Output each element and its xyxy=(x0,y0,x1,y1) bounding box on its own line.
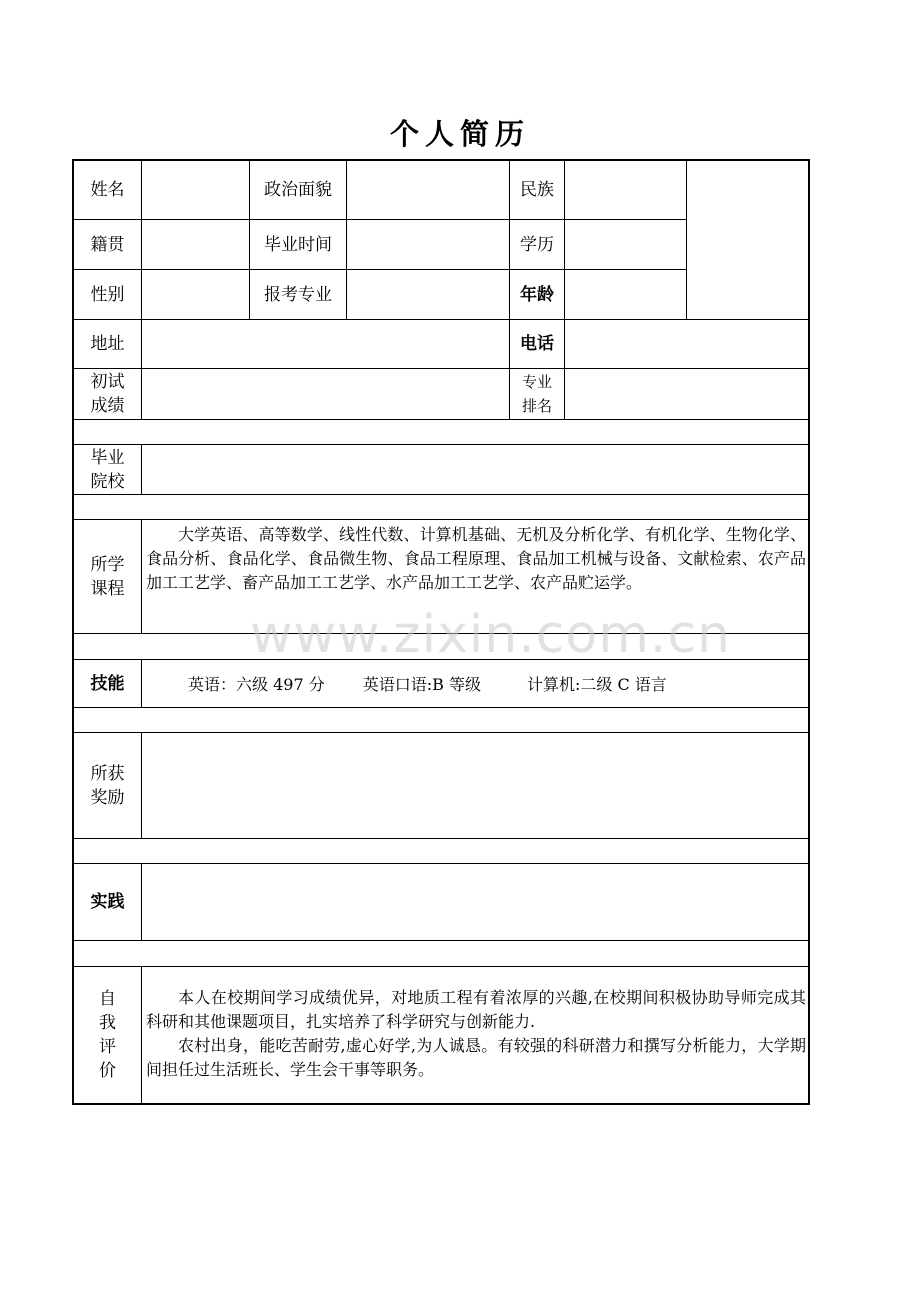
rule xyxy=(73,494,809,495)
photo-slot[interactable] xyxy=(687,161,808,319)
label-address: 地址 xyxy=(90,334,125,354)
label-skills: 技能 xyxy=(90,673,125,694)
field-name[interactable] xyxy=(142,161,249,219)
field-origin[interactable] xyxy=(142,220,249,269)
field-education[interactable] xyxy=(565,220,686,269)
field-awards[interactable] xyxy=(142,733,808,838)
field-political[interactable] xyxy=(347,161,509,219)
courses-paragraph: 大学英语、高等数学、线性代数、计算机基础、无机及分析化学、有机化学、生物化学、食品分析、食品化学、食品微生物、食品工程原理、食品加工机械与设备、文献检索、农产品加工工艺学、畜产品加工工艺学、水产品加工工艺学、农产品贮运学。 xyxy=(146,525,806,592)
label-self-evaluation xyxy=(74,967,141,1103)
label-self-eval-char: 价 xyxy=(99,1061,116,1081)
field-practice[interactable] xyxy=(142,864,808,940)
field-school[interactable] xyxy=(142,445,808,494)
label-awards xyxy=(74,733,141,838)
field-ethnicity[interactable] xyxy=(565,161,686,219)
label-practice: 实践 xyxy=(90,892,125,912)
label-self-eval-char: 自 xyxy=(99,989,116,1009)
rule xyxy=(73,707,809,708)
courses-text xyxy=(146,523,806,631)
label-courses-line1: 所学 xyxy=(90,554,125,575)
skill-computer: 计算机:二级 C 语言 xyxy=(526,674,667,694)
skills-line xyxy=(142,660,808,706)
field-gender[interactable] xyxy=(142,270,249,319)
rule xyxy=(73,419,809,420)
rule xyxy=(141,966,142,1103)
label-major-rank-line1: 专业 xyxy=(521,373,552,391)
label-origin: 籍贯 xyxy=(90,234,125,255)
label-courses-line2: 课程 xyxy=(90,578,125,599)
label-grad-time: 毕业时间 xyxy=(264,234,332,255)
label-courses xyxy=(74,520,141,633)
label-major-rank xyxy=(510,369,564,419)
page-title: 个人简历 xyxy=(389,117,530,151)
label-school-line2: 院校 xyxy=(90,471,125,492)
skill-english: 英语：六级 497 分 xyxy=(188,674,325,694)
watermark: www.zixin.com.cn xyxy=(250,605,731,665)
label-awards-line2: 奖励 xyxy=(90,787,125,808)
label-education: 学历 xyxy=(520,234,554,255)
label-self-eval-char: 评 xyxy=(99,1037,116,1057)
field-prelim-score[interactable] xyxy=(142,369,509,419)
label-school-line1: 毕业 xyxy=(90,447,125,468)
field-address[interactable] xyxy=(142,320,509,368)
self-evaluation-text xyxy=(146,986,806,1098)
skill-oral: 英语口语:B 等级 xyxy=(362,674,481,694)
field-phone[interactable] xyxy=(565,320,808,368)
label-awards-line1: 所获 xyxy=(90,763,125,784)
field-grad-time[interactable] xyxy=(347,220,509,269)
label-political: 政治面貌 xyxy=(264,180,332,200)
self-eval-paragraph: 农村出身，能吃苦耐劳,虚心好学,为人诚恳。有较强的科研潜力和撰写分析能力，大学期间担任过生活班长、学生会干事等职务。 xyxy=(146,1036,806,1079)
rule xyxy=(73,633,809,634)
field-major-applied[interactable] xyxy=(347,270,509,319)
self-eval-paragraph: 本人在校期间学习成绩优异，对地质工程有着浓厚的兴趣,在校期间积极协助导师完成其科研和其他课题项目，扎实培养了科学研究与创新能力. xyxy=(146,988,806,1031)
label-age: 年龄 xyxy=(520,284,554,305)
label-prelim-score-line1: 初试 xyxy=(90,372,125,392)
field-major-rank[interactable] xyxy=(565,369,808,419)
label-gender: 性别 xyxy=(90,284,125,305)
label-major-applied: 报考专业 xyxy=(264,284,332,305)
rule xyxy=(141,519,142,633)
table-border-right xyxy=(808,159,810,1105)
table-border-bottom xyxy=(72,1103,810,1105)
rule xyxy=(73,966,809,967)
label-name: 姓名 xyxy=(90,180,125,200)
label-major-rank-line2: 排名 xyxy=(521,397,552,415)
rule xyxy=(73,940,809,941)
label-phone: 电话 xyxy=(520,334,554,354)
label-prelim-score xyxy=(74,369,141,419)
label-prelim-score-line2: 成绩 xyxy=(90,396,125,416)
field-age[interactable] xyxy=(565,270,686,319)
label-school xyxy=(74,445,141,494)
rule xyxy=(73,838,809,839)
label-self-eval-char: 我 xyxy=(99,1013,116,1033)
label-ethnicity: 民族 xyxy=(520,180,554,200)
rule xyxy=(73,519,809,520)
